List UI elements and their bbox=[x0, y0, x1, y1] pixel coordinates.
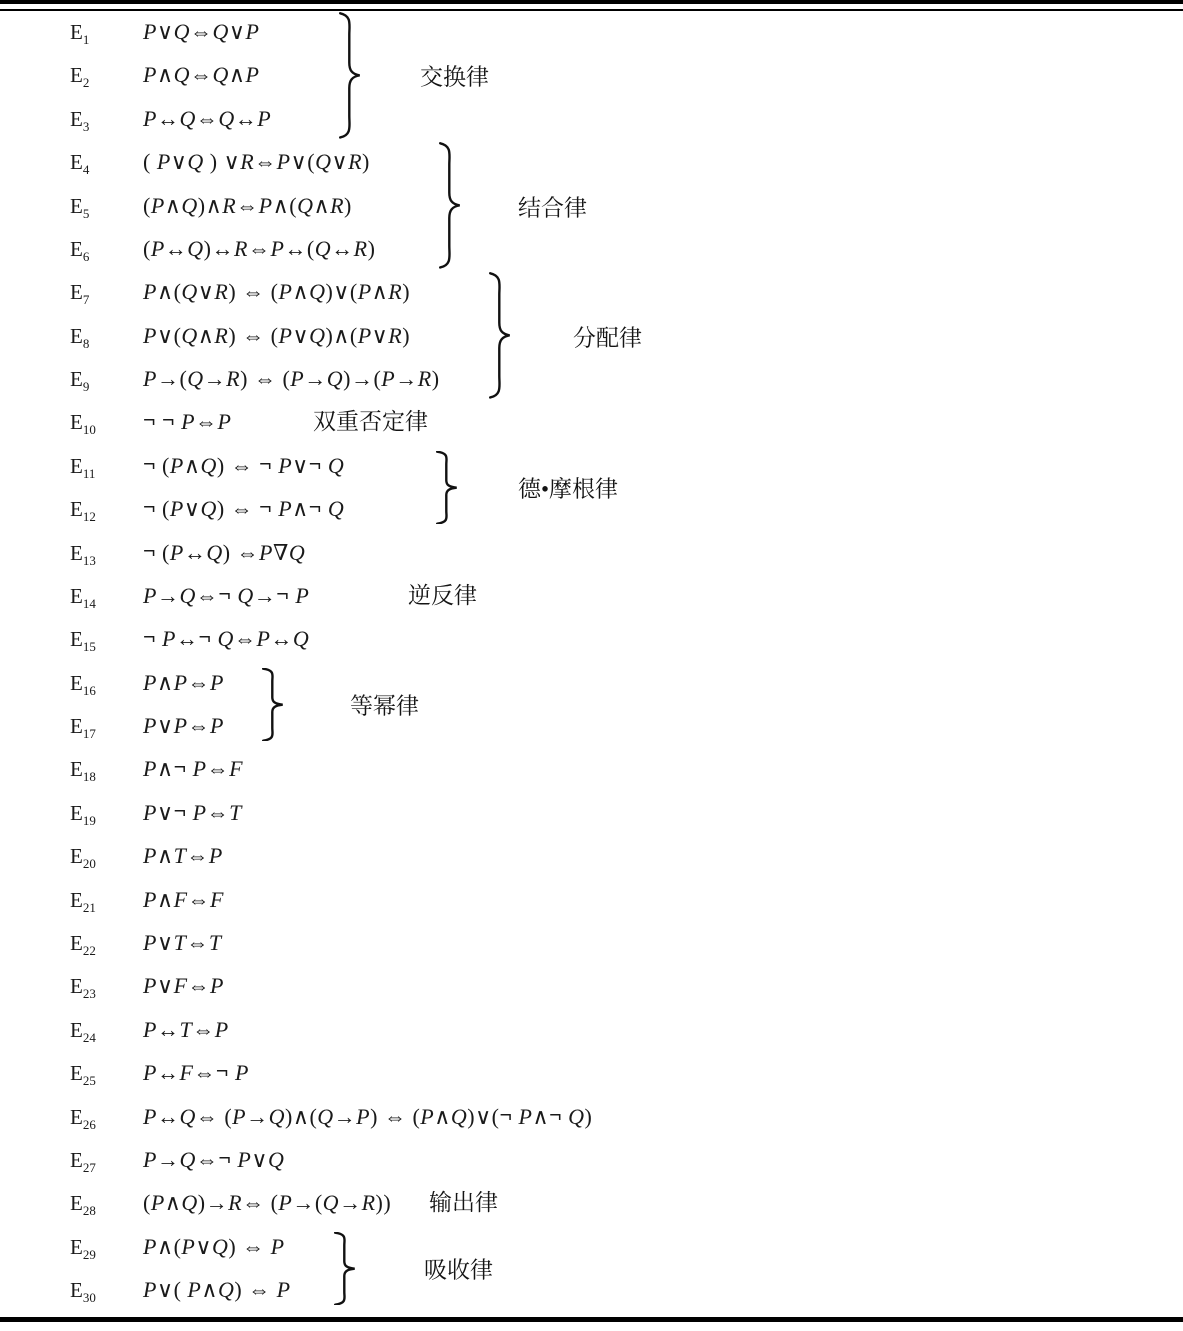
table-row bbox=[0, 140, 1183, 184]
table-row bbox=[0, 357, 1183, 401]
negation-symbol: ¬ bbox=[143, 494, 157, 520]
table-row bbox=[0, 704, 1183, 748]
equivalence-id: $E_{12}$ bbox=[70, 497, 96, 525]
equivalence-id: $E_{20}$ bbox=[70, 844, 96, 872]
equivalence-id: $E_8$ bbox=[70, 323, 90, 351]
equivalence-id: $E_{11}$ bbox=[70, 453, 96, 481]
formula: P→(Q→R) ⇔ (P→Q)→(P→R) bbox=[143, 366, 440, 392]
formula: (P∧Q)∧R⇔P∧(Q∧R) bbox=[143, 192, 352, 218]
equivalence-id: $E_{24}$ bbox=[70, 1017, 96, 1045]
grouping-brace bbox=[432, 451, 458, 524]
formula: P∧P⇔P bbox=[143, 669, 224, 695]
equivalence-id-subscript: 21 bbox=[82, 899, 96, 915]
formula: P∧Q⇔Q∧P bbox=[143, 62, 260, 88]
formula: P↔F⇔¬ P bbox=[143, 1058, 249, 1086]
table-row bbox=[0, 791, 1183, 835]
law-label: 输出律 bbox=[429, 1190, 498, 1216]
grouping-brace bbox=[335, 12, 361, 139]
negation-symbol: ¬ bbox=[276, 580, 290, 606]
table-row bbox=[0, 617, 1183, 661]
formula: P∨(Q∧R) ⇔ (P∨Q)∧(P∨R) bbox=[143, 322, 411, 348]
equivalence-id-subscript: 6 bbox=[82, 249, 90, 265]
formula: P∨( P∧Q) ⇔ P bbox=[143, 1277, 291, 1303]
formula: P→Q⇔¬ P∨Q bbox=[143, 1144, 285, 1172]
grouping-brace bbox=[258, 668, 284, 741]
negation-symbol: ¬ bbox=[259, 450, 273, 476]
formula: ( P∨Q ) ∨R⇔P∨(Q∨R) bbox=[143, 149, 370, 175]
table-row bbox=[0, 1181, 1183, 1225]
equivalence-id-subscript: 23 bbox=[82, 986, 96, 1002]
equivalence-id-subscript: 29 bbox=[82, 1246, 96, 1262]
equivalence-id: $E_{22}$ bbox=[70, 930, 96, 959]
equivalence-id-subscript: 14 bbox=[82, 596, 96, 612]
brace-icon bbox=[335, 12, 361, 139]
equivalence-id: $E_{17}$ bbox=[70, 714, 96, 742]
formula: P∧T⇔P bbox=[143, 843, 223, 869]
negation-symbol: ¬ bbox=[173, 754, 187, 780]
equivalence-id-subscript: 28 bbox=[82, 1203, 96, 1219]
formula: ¬ P↔¬ Q⇔P↔Q bbox=[143, 624, 310, 652]
equivalence-id-subscript: 19 bbox=[82, 813, 96, 829]
formula: ¬ (P∨Q) ⇔ ¬ P∧¬ Q bbox=[143, 494, 345, 522]
negation-symbol: ¬ bbox=[215, 1058, 229, 1084]
equivalence-id: $E_{25}$ bbox=[70, 1061, 96, 1089]
negation-symbol: ¬ bbox=[218, 1144, 232, 1170]
equivalence-id-subscript: 30 bbox=[82, 1290, 96, 1306]
equivalence-id: $E_9$ bbox=[70, 367, 90, 395]
equivalence-id-subscript: 5 bbox=[82, 205, 90, 221]
equivalence-id: $E_{19}$ bbox=[70, 800, 96, 829]
table-row bbox=[0, 574, 1183, 618]
equivalence-id-subscript: 2 bbox=[82, 75, 90, 91]
equivalence-id: $E_{13}$ bbox=[70, 540, 96, 568]
negation-symbol: ¬ bbox=[143, 450, 157, 476]
law-label: 分配律 bbox=[573, 325, 642, 351]
table-row bbox=[0, 964, 1183, 1008]
equivalence-id-subscript: 3 bbox=[82, 118, 90, 134]
formula: ¬ (P↔Q) ⇔P∇Q bbox=[143, 537, 306, 565]
equivalence-id-subscript: 9 bbox=[82, 379, 90, 395]
negation-symbol: ¬ bbox=[143, 624, 157, 650]
table-row bbox=[0, 1268, 1183, 1312]
table-row bbox=[0, 661, 1183, 705]
equivalence-id: $E_5$ bbox=[70, 193, 90, 221]
equivalence-id: $E_3$ bbox=[70, 106, 90, 134]
negation-symbol: ¬ bbox=[143, 537, 157, 563]
table-row bbox=[0, 97, 1183, 141]
equivalence-id-subscript: 26 bbox=[82, 1116, 96, 1132]
formula: ¬ (P∧Q) ⇔ ¬ P∨¬ Q bbox=[143, 450, 345, 478]
negation-symbol: ¬ bbox=[499, 1101, 513, 1127]
equivalence-id-subscript: 17 bbox=[82, 726, 96, 742]
formula: P↔T⇔P bbox=[143, 1016, 229, 1042]
equivalence-id: $E_{18}$ bbox=[70, 757, 96, 785]
negation-symbol: ¬ bbox=[162, 407, 176, 433]
equivalence-id-subscript: 13 bbox=[82, 552, 96, 568]
table-row bbox=[0, 184, 1183, 228]
brace-icon bbox=[330, 1232, 356, 1305]
equivalence-id: $E_{30}$ bbox=[70, 1278, 96, 1306]
negation-symbol: ¬ bbox=[308, 450, 322, 476]
equivalence-id-subscript: 18 bbox=[82, 769, 96, 785]
grouping-brace bbox=[435, 142, 461, 269]
bottom-rule bbox=[0, 1317, 1183, 1322]
equivalence-id-subscript: 8 bbox=[82, 335, 90, 351]
equivalence-id-subscript: 1 bbox=[82, 32, 90, 48]
negation-symbol: ¬ bbox=[259, 494, 273, 520]
formula: (P↔Q)↔R⇔P↔(Q↔R) bbox=[143, 235, 376, 261]
equivalence-id: $E_{23}$ bbox=[70, 974, 96, 1002]
equivalence-id: $E_{29}$ bbox=[70, 1234, 96, 1262]
equivalence-id-subscript: 7 bbox=[82, 292, 90, 308]
table-row bbox=[0, 1095, 1183, 1139]
table-row bbox=[0, 1138, 1183, 1182]
equivalence-id-subscript: 22 bbox=[82, 943, 96, 959]
brace-icon bbox=[432, 451, 458, 524]
negation-symbol: ¬ bbox=[308, 494, 322, 520]
brace-icon bbox=[485, 272, 511, 399]
table-row bbox=[0, 227, 1183, 271]
table-row bbox=[0, 747, 1183, 791]
equivalence-id: $E_7$ bbox=[70, 280, 90, 308]
formula: P∧(P∨Q) ⇔ P bbox=[143, 1233, 285, 1259]
formula: P∧F⇔F bbox=[143, 886, 224, 912]
formula: P∨¬ P⇔T bbox=[143, 797, 242, 825]
equivalence-id-subscript: 10 bbox=[82, 422, 96, 438]
equivalence-id: $E_{14}$ bbox=[70, 583, 96, 612]
formula: P↔Q⇔ (P→Q)∧(Q→P) ⇔ (P∧Q)∨(¬ P∧¬ Q) bbox=[143, 1101, 593, 1129]
grouping-brace bbox=[330, 1232, 356, 1305]
equivalence-id: $E_6$ bbox=[70, 236, 90, 265]
table-row bbox=[0, 531, 1183, 575]
law-label: 交换律 bbox=[420, 64, 489, 90]
negation-symbol: ¬ bbox=[549, 1101, 563, 1127]
equivalence-id-subscript: 12 bbox=[82, 509, 96, 525]
equivalence-id-subscript: 16 bbox=[82, 682, 96, 698]
equivalence-id: $E_2$ bbox=[70, 63, 90, 91]
equivalence-id: $E_{10}$ bbox=[70, 410, 96, 438]
equivalence-id-subscript: 11 bbox=[82, 465, 96, 481]
equivalence-id: $E_{27}$ bbox=[70, 1147, 96, 1176]
negation-symbol: ¬ bbox=[143, 407, 157, 433]
table-row bbox=[0, 1008, 1183, 1052]
formula: P↔Q⇔Q↔P bbox=[143, 105, 272, 131]
equivalence-id-subscript: 15 bbox=[82, 639, 96, 655]
table-row bbox=[0, 400, 1183, 444]
formula: (P∧Q)→R⇔ (P→(Q→R)) bbox=[143, 1190, 392, 1216]
equivalence-id-subscript: 4 bbox=[82, 162, 90, 178]
formula: P∨Q⇔Q∨P bbox=[143, 19, 260, 44]
equivalence-id: $E_{21}$ bbox=[70, 887, 96, 915]
negation-symbol: ¬ bbox=[198, 624, 212, 650]
negation-symbol: ¬ bbox=[173, 797, 187, 823]
law-label: 吸收律 bbox=[424, 1257, 493, 1283]
table-row bbox=[0, 1225, 1183, 1269]
table-row bbox=[0, 270, 1183, 314]
grouping-brace bbox=[485, 272, 511, 399]
formula: P∧¬ P⇔F bbox=[143, 754, 244, 782]
negation-symbol: ¬ bbox=[218, 580, 232, 606]
formula: P∨P⇔P bbox=[143, 713, 224, 739]
law-label: 德•摩根律 bbox=[518, 476, 619, 502]
top-rule-thick bbox=[0, 0, 1183, 4]
table-row bbox=[0, 921, 1183, 965]
equivalence-id: $E_{28}$ bbox=[70, 1191, 96, 1219]
formula: P∧(Q∨R) ⇔ (P∧Q)∨(P∧R) bbox=[143, 279, 411, 305]
table-row bbox=[0, 878, 1183, 922]
brace-icon bbox=[435, 142, 461, 269]
law-label: 双重否定律 bbox=[313, 409, 428, 435]
table-row bbox=[0, 834, 1183, 878]
table-row bbox=[0, 1051, 1183, 1095]
formula: ¬ ¬ P⇔P bbox=[143, 407, 232, 435]
equivalence-id-subscript: 24 bbox=[82, 1029, 96, 1045]
equivalence-id: $E_1$ bbox=[70, 20, 90, 48]
equivalence-id-subscript: 27 bbox=[82, 1160, 96, 1176]
equivalence-id: $E_{16}$ bbox=[70, 670, 96, 698]
law-label: 结合律 bbox=[518, 195, 587, 221]
formula: P∨F⇔P bbox=[143, 973, 224, 999]
law-label: 逆反律 bbox=[408, 582, 477, 608]
formula: P→Q⇔¬ Q→¬ P bbox=[143, 580, 310, 608]
equivalence-id: $E_4$ bbox=[70, 150, 90, 178]
equivalence-id-subscript: 25 bbox=[82, 1073, 96, 1089]
equivalence-id: $E_{15}$ bbox=[70, 627, 96, 655]
equivalence-id-subscript: 20 bbox=[82, 856, 96, 872]
equivalence-id: $E_{26}$ bbox=[70, 1104, 96, 1132]
brace-icon bbox=[258, 668, 284, 741]
law-label: 等幂律 bbox=[350, 693, 419, 719]
table-row bbox=[0, 53, 1183, 97]
formula: P∨T⇔T bbox=[143, 929, 222, 955]
table-row bbox=[0, 10, 1183, 54]
